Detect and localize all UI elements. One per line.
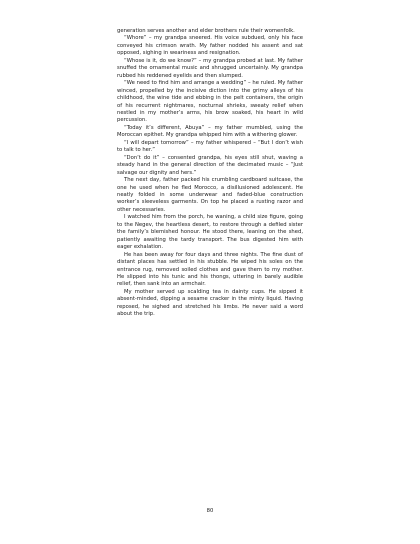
paragraph: “Whose is it, do we know?” – my grandpa probed at last. My father snuffed the ornamental music and shrugged uncertainly. My grandpa rubbed his reddened eyelids and then slumped. [117, 57, 303, 79]
paragraph: “Don’t do it” – consented grandpa, his eyes still shut, waving a steady hand in the general direction of the decimated music – “Just salvage our dignity and hers.” [117, 154, 303, 176]
paragraph: He has been away for four days and three nights. The fine dust of distant places has settled in his stubble. He wiped his soles on the entrance rug, removed soiled clothes and gave them to my mother. He slipped into his tunic and his thongs, uttering in barely audible relief, then sank into an armchair. [117, 251, 303, 288]
paragraph: The next day, father packed his crumbling cardboard suitcase, the one he used when he fled Morocco, a disillusioned adolescent. He neatly folded in some underwear and faded-blue construction worker’s sleeveless garments. On top he placed a rusting razor and other necessaries. [117, 177, 303, 213]
body-text [117, 28, 303, 319]
paragraph: My mother served up scalding tea in dainty cups. He sipped it absent-minded, dipping a sesame cracker in the minty liquid. Having reposed, he sighed and stretched his limbs. He never said a word about the trip. [117, 288, 303, 318]
paragraph: “We need to find him and arrange a wedding” – he ruled. My father winced, propelled by the incisive diction into the grimy alleys of his childhood, the wine tide and ebbing in the pelt containers, the origin of his recurrent nightmares, nocturnal shrieks, sweaty relief when nestled in my mother’s arms, his brow soaked, his heart in wild percussion. [117, 80, 303, 124]
paragraph: generation serves another and elder brothers rule their womenfolk. [117, 28, 295, 34]
paragraph: I watched him from the porch, he waning, a child size figure, going to the Negev, the heartless desert, to restore through a defiled sister the family’s blemished honour. He stood there, leaning on the shed, patiently awaiting the tardy transport. The bus digested him with eager exhalation. [117, 214, 303, 251]
paragraph: “I will depart tomorrow” – my father whispered – “But I don’t wish to talk to her.” [117, 139, 303, 154]
paragraph: “Today it’s different, Abuya” – my father mumbled, using the Moroccan epithet. My grandpa whipped him with a withering glower. [117, 124, 303, 139]
page-number: 80 [206, 508, 214, 514]
paragraph: “Whore” – my grandpa sneered. His voice subdued, only his face conveyed his crimson wrath. My father nodded his assent and sat opposed, sighing in weariness and resignation. [117, 35, 303, 57]
